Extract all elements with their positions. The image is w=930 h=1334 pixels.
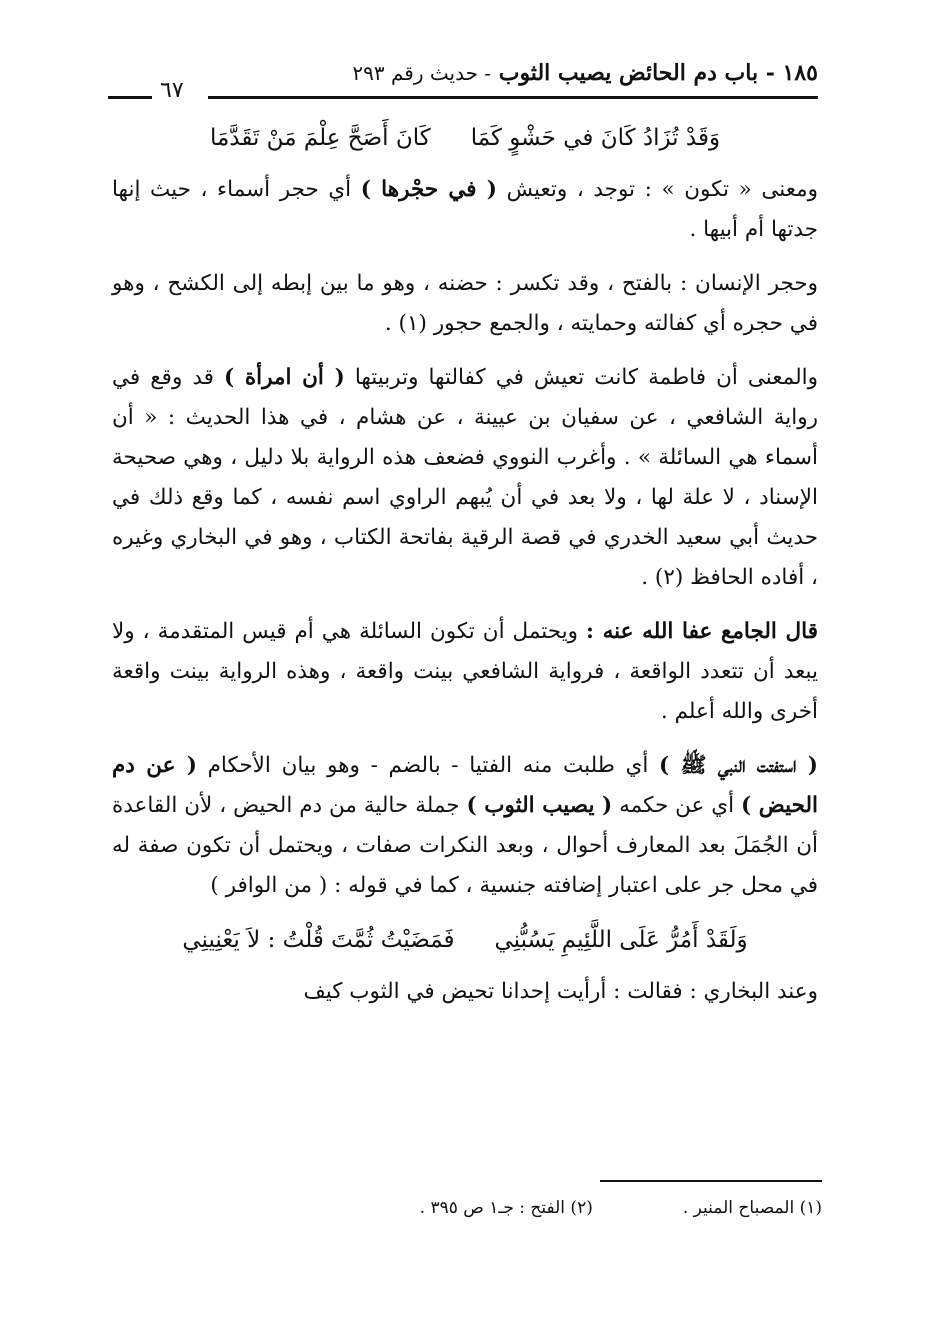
text-run: ومعنى « تكون » : توجد ، وتعيش (506, 177, 818, 202)
running-title (352, 60, 818, 86)
verse-couplet (112, 118, 818, 158)
verse-second-hemistich: فَمَضَيْتُ ثُمَّتَ قُلْتُ : لاَ يَعْنِينِي (182, 927, 455, 953)
text-run: قد وقع في رواية الشافعي ، عن سفيان بن عيينة ، عن هشام ، في هذا الحديث : « أن أسماء هي السائلة » . وأغرب النووي فضعف هذه الرواية بلا دليل ، وهي صحيحة الإسناد ، لا علة لها ، ولا بعد في أن يُبهم الراوي اسم نفسه ، كما وقع ذلك في حديث أبي سعيد الخدري في قصة الرقية بفاتحة الكتاب ، وهو في البخاري وغيره ، أفاده الحافظ (٢) . (112, 365, 818, 590)
quoted-text: ( يصيب الثوب ) (466, 793, 613, 818)
quoted-text: ( في حجْرها ) (360, 177, 497, 202)
header-rule (208, 96, 818, 99)
quoted-text: ( عن دم الحيض ) (112, 753, 819, 818)
footnote-1: (١) المصباح المنير . (682, 1198, 822, 1218)
paragraph: وحجر الإنسان : بالفتح ، وقد تكسر : حضنه ، وهو ما بين إبطه إلى الكشح ، وهو في حجره أي كفالته وحمايته ، والجمع حجور (١) . (112, 271, 818, 336)
paragraph: وعند البخاري : فقالت : أرأيت إحدانا تحيض في الثوب كيف (303, 979, 818, 1004)
page-header (100, 60, 818, 108)
paragraph (112, 170, 818, 250)
paragraph (112, 612, 818, 732)
paragraph (112, 746, 818, 906)
footnote-rule (600, 1180, 822, 1182)
page-number: ٦٧ (160, 78, 184, 103)
header-rule-short (108, 96, 152, 99)
verse-second-hemistich: كَانَ أَصَحَّ عِلْمَ مَنْ تَقَدَّمَا (209, 125, 431, 151)
quoted-text: ( استفتت النبي ﷺ ) (659, 753, 818, 778)
text-run: أي حجر أسماء ، حيث إنها جدتها أم أبيها . (112, 177, 818, 242)
footnote-2: (٢) الفتح : جـ١ ص ٣٩٥ . (419, 1198, 593, 1218)
author-remark: قال الجامع عفا الله عنه : (586, 619, 818, 644)
page-body (112, 118, 818, 1026)
chapter-title: ١٨٥ - باب دم الحائض يصيب الثوب (498, 60, 818, 86)
verse-first-hemistich: وَلَقَدْ أَمُرُّ عَلَى اللَّئِيمِ يَسُبُّنِي (494, 927, 748, 953)
text-run: أي طلبت منه الفتيا - بالضم - وهو بيان الأحكام (207, 753, 649, 778)
verse-couplet (112, 920, 818, 960)
text-run: جملة حالية من دم الحيض ، لأن القاعدة أن الجُمَلَ بعد المعارف أحوال ، وبعد النكرات صفات ، ويحتمل أن تكون صفة له في محل جر على اعتبار إضافته جنسية ، كما في قوله : ( من الوافر ) (112, 793, 818, 898)
text-run: أي عن حكمه (619, 793, 735, 818)
hadith-reference: - حديث رقم ٢٩٣ (352, 61, 492, 85)
footnotes (222, 1198, 822, 1218)
text-run: والمعنى أن فاطمة كانت تعيش في كفالتها وتربيتها (354, 365, 818, 390)
text-run: ويحتمل أن تكون السائلة هي أم قيس المتقدمة ، ولا يبعد أن تتعدد الواقعة ، فرواية الشافعي بينت واقعة ، وهذه الرواية بينت واقعة أخرى والله أعلم . (112, 619, 818, 724)
verse-first-hemistich: وَقَدْ تُزَادُ كَانَ في حَشْوٍ كَمَا (470, 125, 721, 151)
paragraph (112, 358, 818, 598)
quoted-text: ( أن امرأة ) (224, 365, 345, 390)
